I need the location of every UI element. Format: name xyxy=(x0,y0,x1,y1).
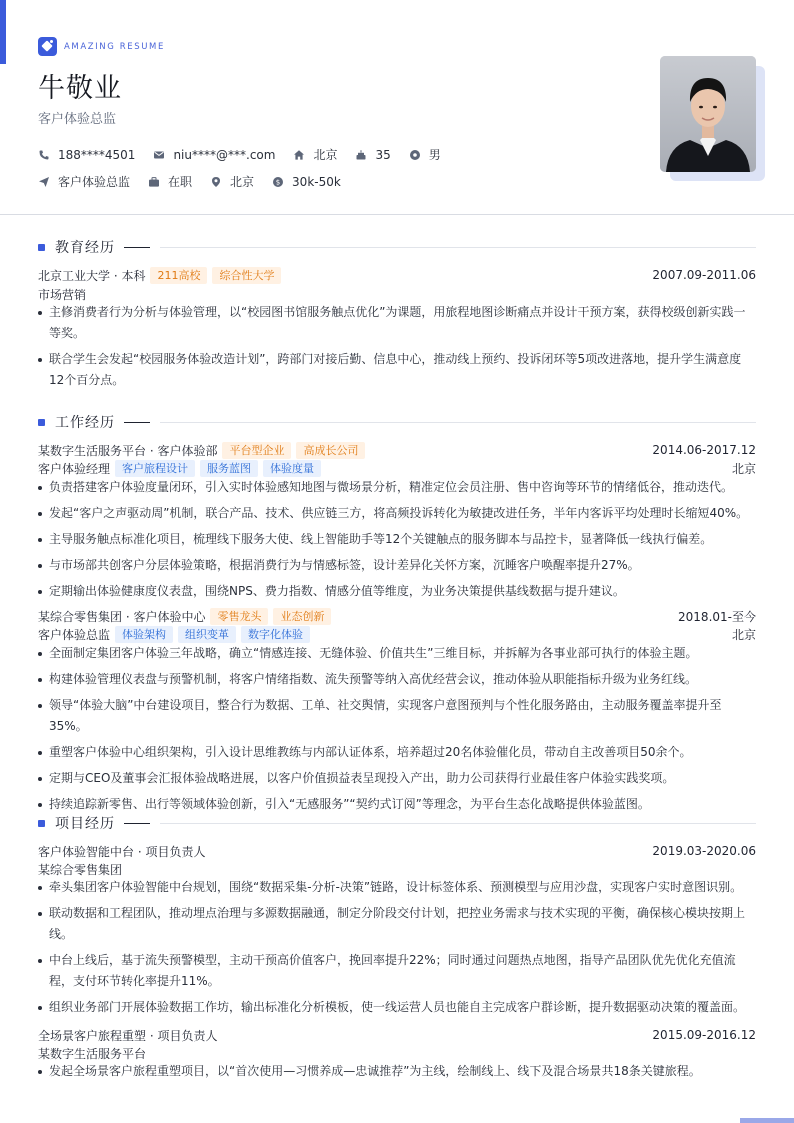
city-value: 北京 xyxy=(313,148,338,162)
svg-text:$: $ xyxy=(275,178,281,186)
job-company-row xyxy=(38,607,756,625)
company-tag: 零售龙头 xyxy=(210,608,268,625)
list-item: 牵头集团客户体验智能中台规划，围绕“数据采集-分析-决策”链路，设计标签体系、预测模型与应用沙盘，实现客户实时意图识别。 xyxy=(38,877,756,898)
section-title: 教育经历 xyxy=(55,240,115,256)
list-item: 与市场部共创客户分层体验策略，根据消费行为与情感标签，设计差异化关怀方案，沉睡客户唤醒率提升27%。 xyxy=(38,555,756,576)
job-period: 2014.06-2017.12 xyxy=(652,443,756,457)
list-item: 负责搭建客户体验度量闭环，引入实时体验感知地图与微场景分析，精准定位会员注册、售中咨询等环节的情绪低谷，推动迭代。 xyxy=(38,477,756,498)
education-major-row xyxy=(38,285,756,303)
role-tag: 数字化体验 xyxy=(241,626,310,643)
brand-text: AMAZING RESUME xyxy=(64,41,165,52)
city-item xyxy=(293,146,337,163)
education-bullets xyxy=(38,302,756,396)
mail-icon xyxy=(153,149,165,161)
list-item: 定期与CEO及董事会汇报体验战略进展，以客户价值损益表呈现投入产出，助力公司获得行业最佳客户体验实践奖项。 xyxy=(38,768,756,789)
salary-item xyxy=(272,175,341,189)
section-marker xyxy=(38,244,45,251)
salary-value: 30k-50k xyxy=(292,174,341,189)
list-item: 发起“客户之声驱动周”机制，联合产品、技术、供应链三方，将高频投诉转化为敏捷改进任务，半年内客诉平均处理时长缩短40%。 xyxy=(38,503,756,524)
role-tag: 体验架构 xyxy=(115,626,173,643)
school-name: 北京工业大学 · 本科 xyxy=(38,268,146,283)
list-item: 全面制定集团客户体验三年战略，确立“情感连接、无缝体验、价值共生”三维目标，并拆解为各事业部可执行的体验主题。 xyxy=(38,643,756,664)
job-role-row xyxy=(38,625,756,643)
company-name: 某数字生活服务平台 · 客户体验部 xyxy=(38,443,218,458)
email-item xyxy=(153,148,275,162)
job-city: 北京 xyxy=(731,627,756,642)
gender-value: 男 xyxy=(428,148,441,162)
project-org-row xyxy=(38,1044,756,1062)
project-bullets xyxy=(38,1061,756,1087)
project-name: 客户体验智能中台 · 项目负责人 xyxy=(38,844,206,859)
job-city: 北京 xyxy=(731,461,756,476)
list-item: 领导“体验大脑”中台建设项目，整合行为数据、工单、社交舆情，实现客户意图预判与个性化服务路由，主动服务覆盖率提升至35%。 xyxy=(38,695,756,737)
candidate-headline: 客户体验总监 xyxy=(38,112,117,127)
education-period: 2007.09-2011.06 xyxy=(652,268,756,282)
section-title: 工作经历 xyxy=(55,415,115,431)
phone-item xyxy=(38,148,135,162)
sparkle-icon xyxy=(38,37,57,56)
role-tag: 体验度量 xyxy=(263,460,321,477)
job-bullets xyxy=(38,643,756,820)
status-value: 在职 xyxy=(168,175,193,189)
job-period: 2018.01-至今 xyxy=(678,609,756,624)
project-org: 某数字生活服务平台 xyxy=(38,1046,147,1061)
section-title: 项目经历 xyxy=(55,816,115,832)
target-role-value: 客户体验总监 xyxy=(58,175,131,189)
project-bullets xyxy=(38,877,756,1023)
project-org-row xyxy=(38,860,756,878)
school-tag: 211高校 xyxy=(150,267,207,284)
project-org: 某综合零售集团 xyxy=(38,862,123,877)
job-role-row xyxy=(38,459,756,477)
age-value: 35 xyxy=(375,147,391,162)
job-role: 客户体验总监 xyxy=(38,627,111,642)
list-item: 联动数据和工程团队，推动埋点治理与多源数据融通，制定分阶段交付计划，把控业务需求与技术实现的平衡，确保核心模块按期上线。 xyxy=(38,903,756,945)
project-name: 全场景客户旅程重塑 · 项目负责人 xyxy=(38,1028,218,1043)
age-item xyxy=(355,148,390,162)
send-icon xyxy=(38,176,50,188)
target-city-value: 北京 xyxy=(230,175,255,189)
target-city-item xyxy=(210,173,254,190)
brand xyxy=(38,37,165,56)
company-tag: 平台型企业 xyxy=(222,442,291,459)
list-item: 重塑客户体验中心组织架构，引入设计思维教练与内部认证体系，培养超过20名体验催化员，带动自主改善项目50余个。 xyxy=(38,742,756,763)
project-title-row xyxy=(38,1026,756,1044)
project-period: 2019.03-2020.06 xyxy=(652,844,756,858)
target-role-item xyxy=(38,173,130,190)
gender-icon xyxy=(409,149,421,161)
job-intent-row xyxy=(38,173,359,190)
section-marker xyxy=(38,820,45,827)
list-item: 主修消费者行为分析与体验管理，以“校园图书馆服务触点优化”为课题，用旅程地图诊断痛点并设计干预方案，获得校级创新实践一等奖。 xyxy=(38,302,756,344)
list-item: 中台上线后，基于流失预警模型，主动干预高价值客户，挽回率提升22%；同时通过问题热点地图，指导产品团队优先优化充值流程，支付环节转化率提升11%。 xyxy=(38,950,756,992)
major: 市场营销 xyxy=(38,287,87,302)
contact-row xyxy=(38,146,459,163)
location-pin-icon xyxy=(210,176,222,188)
gender-item xyxy=(409,146,441,163)
cake-icon xyxy=(355,149,367,161)
school-tag: 综合性大学 xyxy=(212,267,281,284)
job-company-row xyxy=(38,441,756,459)
page-corner-bar xyxy=(740,1118,794,1123)
list-item: 联合学生会发起“校园服务体验改造计划”，跨部门对接后勤、信息中心，推动线上预约、投诉闭环等5项改进落地，提升学生满意度12个百分点。 xyxy=(38,349,756,391)
role-tag: 客户旅程设计 xyxy=(115,460,195,477)
resume-header xyxy=(0,0,794,215)
company-tag: 业态创新 xyxy=(273,608,331,625)
project-period: 2015.09-2016.12 xyxy=(652,1028,756,1042)
status-item xyxy=(148,173,192,190)
work-section-header xyxy=(38,412,756,432)
phone-icon xyxy=(38,149,50,161)
job-bullets xyxy=(38,477,756,607)
money-icon xyxy=(272,176,284,188)
company-name: 某综合零售集团 · 客户体验中心 xyxy=(38,609,206,624)
section-marker xyxy=(38,419,45,426)
list-item: 组织业务部门开展体验数据工作坊，输出标准化分析模板，使一线运营人员也能自主完成客户群诊断，提升数据驱动决策的覆盖面。 xyxy=(38,997,756,1018)
list-item: 主导服务触点标准化项目，梳理线下服务大使、线上智能助手等12个关键触点的服务脚本与品控卡，显著降低一线执行偏差。 xyxy=(38,529,756,550)
list-item: 构建体验管理仪表盘与预警机制，将客户情绪指数、流失预警等纳入高优经营会议，推动体验从职能指标升级为业务红线。 xyxy=(38,669,756,690)
education-school-row xyxy=(38,266,756,284)
job-role: 客户体验经理 xyxy=(38,461,111,476)
home-icon xyxy=(293,149,305,161)
projects-section-header xyxy=(38,813,756,833)
list-item: 持续追踪新零售、出行等领域体验创新，引入“无感服务”“契约式订阅”等理念，为平台生态化战略提供体验蓝图。 xyxy=(38,794,756,815)
education-section-header xyxy=(38,237,756,257)
project-title-row xyxy=(38,842,756,860)
list-item: 定期输出体验健康度仪表盘，围绕NPS、费力指数、情感分值等维度，为业务决策提供基线数据与提升建议。 xyxy=(38,581,756,602)
email-value: niu****@***.com xyxy=(173,147,276,162)
role-tag: 组织变革 xyxy=(178,626,236,643)
candidate-name: 牛敬业 xyxy=(38,73,122,104)
company-tag: 高成长公司 xyxy=(296,442,365,459)
phone-value: 188****4501 xyxy=(58,147,136,162)
role-tag: 服务蓝图 xyxy=(200,460,258,477)
portrait-image xyxy=(660,56,756,172)
list-item: 发起全场景客户旅程重塑项目，以“首次使用—习惯养成—忠诚推荐”为主线，绘制线上、线下及混合场景共18条关键旅程。 xyxy=(38,1061,756,1082)
briefcase-icon xyxy=(148,176,160,188)
